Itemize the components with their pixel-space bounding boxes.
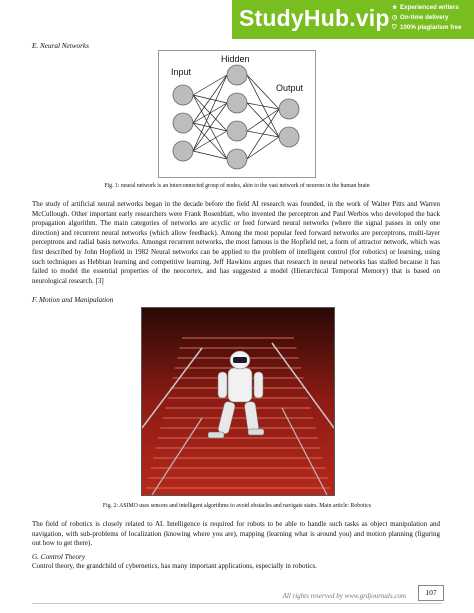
paragraph-neural: The study of artificial neural networks began in the decade before the field AI research was founded, in the work of Walter Pitts and Warren McCullough. Other important early researchers were Frank Rosenblatt, who invented the perceptron and Paul Werbos who developed the back propagation algorithm. The main categories of networks are acyclic or feed forward neural networks (where the signal passes in only one direction) and recurrent neural networks (which allow feedback). Among the most popular feed forward networks are perceptrons, multi-layer perceptrons and radial basis networks. Amongst recurrent networks, the most famous is the Hopfield net, a form of attractor network, which was first described by John Hopfield in 1982 Neural networks can be applied to the problem of intelligent control (for robotics) or learning, using such techniques as Hebbian learning and competitive learning. Jeff Hawkins argues that research in neural networks has stalled because it has failed to model the essential properties of the neocortex, and has suggested a model (Hierarchical Temporal Memory) that is based on neurological research. [3] [32, 200, 440, 285]
hidden-node [227, 93, 247, 113]
figure2-caption: Fig. 2: ASIMO uses sensors and intelligent algorithms to avoid obstacles and navigate stairs. Main article: Robotics [102, 503, 372, 509]
feature-list [392, 3, 462, 33]
connection-edge [193, 151, 227, 159]
page-number: 107 [418, 585, 444, 601]
shield-icon: ⛉ [392, 24, 397, 31]
neural-network-figure [158, 50, 316, 178]
paragraph-control: Control theory, the grandchild of cybernetics, has many important applications, especially in robotics. [32, 562, 317, 570]
figure1-caption: Fig. 1: neural network is an interconnected group of nodes, akin to the vast network of neurons in the human brain [104, 183, 370, 189]
section-heading-neural: E. Neural Networks [32, 42, 89, 50]
output-node [279, 127, 299, 147]
feature-item: ⛉ 100% plagiarism free [392, 24, 462, 31]
connection-edge [247, 109, 279, 159]
hidden-node [227, 121, 247, 141]
hidden-label: Hidden [221, 54, 250, 64]
section-heading-motion: F. Motion and Manipulation [32, 296, 114, 304]
footer-rights: All rights reserved by www.grdjournals.com [282, 592, 406, 600]
footer-divider [32, 603, 442, 604]
input-node [173, 85, 193, 105]
hidden-node [227, 65, 247, 85]
connection-edge [247, 137, 279, 159]
input-node [173, 141, 193, 161]
paragraph-robotics: The field of robotics is closely related to AI. Intelligence is required for robots to be able to handle such tasks as object manipulation and navigation, with sub-problems of localization (knowing where you are), mapping (learning what is around you) and motion planning (figuring out how to get there). [32, 520, 440, 548]
asimo-stairs-illustration [142, 308, 334, 495]
connection-edge [193, 103, 227, 151]
output-label: Output [276, 83, 304, 93]
hidden-node [227, 149, 247, 169]
connection-edge [193, 75, 227, 123]
studyhub-banner[interactable] [232, 0, 474, 39]
input-label: Input [171, 67, 192, 77]
section-heading-control: G. Control Theory [32, 553, 86, 561]
output-node [279, 99, 299, 119]
asimo-photo [141, 307, 335, 496]
connection-edge [193, 131, 227, 151]
input-node [173, 113, 193, 133]
neural-network-diagram [159, 51, 315, 177]
brand-logo[interactable]: StudyHub.vip [239, 5, 390, 31]
connection-edge [193, 75, 227, 95]
feature-item: ◷ On-time delivery [392, 14, 449, 21]
star-icon: ★ [392, 4, 398, 11]
connection-edge [193, 75, 227, 151]
clock-icon: ◷ [392, 14, 398, 21]
feature-item: ★ Experienced writers [392, 4, 459, 11]
